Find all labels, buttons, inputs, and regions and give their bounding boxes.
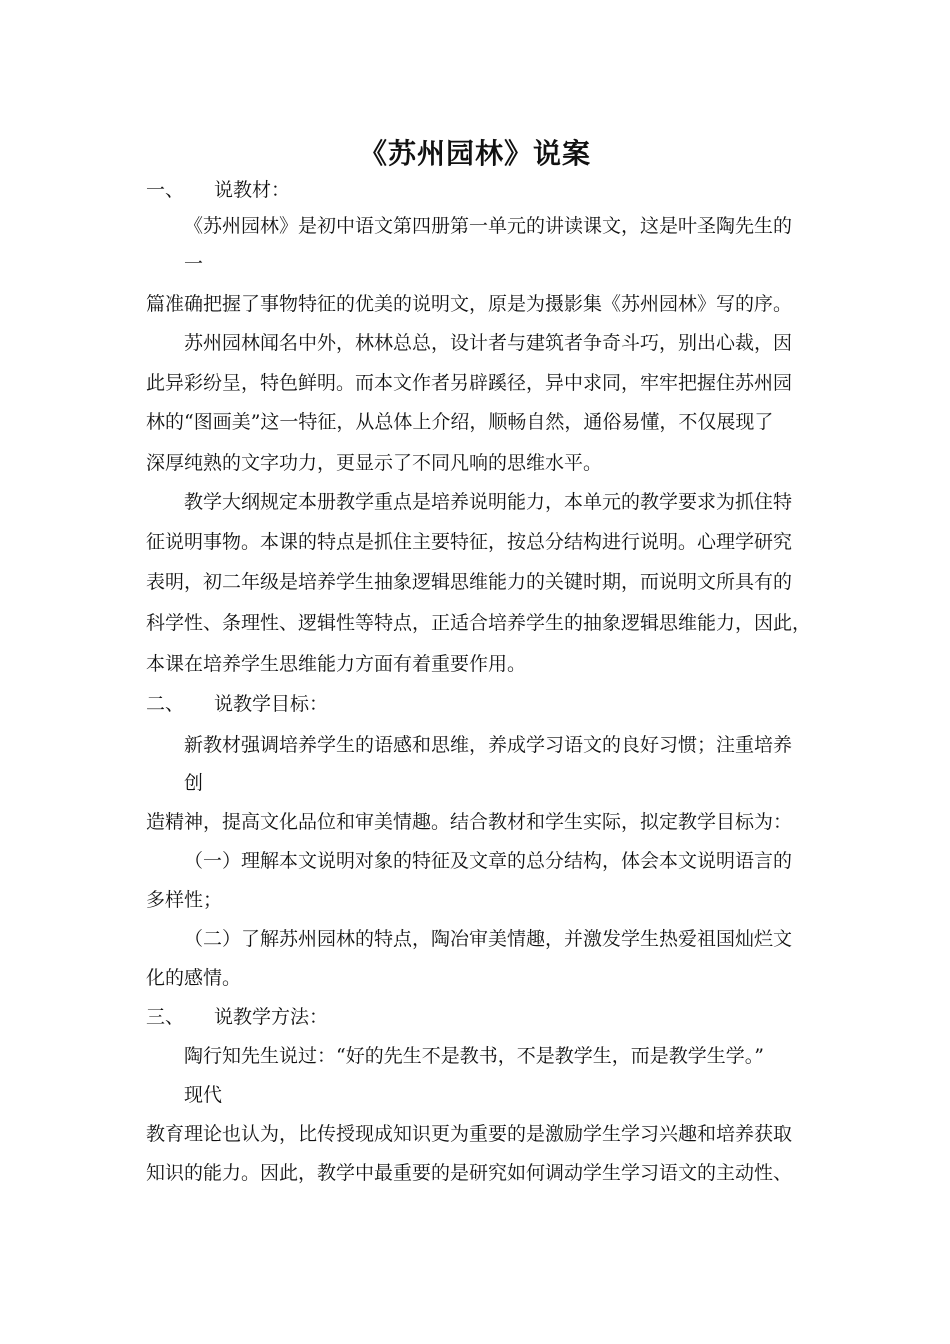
section-number: 三、 [146, 1006, 185, 1028]
paragraph-line: 表明，初二年级是培养学生抽象逻辑思维能力的关键时期，而说明文所具有的 [146, 571, 793, 593]
section-heading-text: 说教学方法： [214, 1006, 329, 1028]
paragraph-line: 苏州园林闻名中外，林林总总，设计者与建筑者争奇斗巧，别出心裁，因 [184, 332, 793, 354]
section-heading-text: 说教学目标： [214, 693, 329, 715]
document-title: 《苏州园林》说案 [358, 137, 591, 170]
paragraph-line: （一）理解本文说明对象的特征及文章的总分结构，体会本文说明语言的 [184, 850, 793, 872]
paragraph-line: 篇准确把握了事物特征的优美的说明文，原是为摄影集《苏州园林》写的序。 [146, 293, 793, 315]
paragraph-line: （二）了解苏州园林的特点，陶冶审美情趣，并激发学生热爱祖国灿烂文 [184, 928, 793, 950]
paragraph-line: 陶行知先生说过：“好的先生不是教书，不是教学生，而是教学生学。” [184, 1045, 764, 1067]
paragraph-line: 一 [184, 253, 204, 275]
paragraph-line: 教学大纲规定本册教学重点是培养说明能力，本单元的教学要求为抓住特 [184, 491, 793, 513]
paragraph-line: 教育理论也认为，比传授现成知识更为重要的是激励学生学习兴趣和培养获取 [146, 1123, 793, 1145]
paragraph-line: 征说明事物。本课的特点是抓住主要特征，按总分结构进行说明。心理学研究 [146, 531, 793, 553]
paragraph-line: 知识的能力。因此，教学中最重要的是研究如何调动学生学习语文的主动性、 [146, 1162, 793, 1184]
section-number: 二、 [146, 693, 185, 715]
paragraph-line: 造精神，提高文化品位和审美情趣。结合教材和学生实际，拟定教学目标为： [146, 811, 793, 833]
section-heading-text: 说教材： [214, 179, 291, 201]
paragraph-line: 林的“图画美”这一特征，从总体上介绍，顺畅自然，通俗易懂，不仅展现了 [146, 411, 774, 433]
paragraph-line: 多样性； [146, 889, 223, 911]
paragraph-line: 创 [184, 772, 204, 794]
section-heading-2 [146, 692, 446, 716]
paragraph-line: 科学性、条理性、逻辑性等特点，正适合培养学生的抽象逻辑思维能力，因此， [146, 612, 812, 634]
paragraph-line: 此异彩纷呈，特色鲜明。而本文作者另辟蹊径，异中求同，牢牢把握住苏州园 [146, 372, 793, 394]
paragraph-line: 化的感情。 [146, 967, 242, 989]
paragraph-line: 深厚纯熟的文字功力，更显示了不同凡响的思维水平。 [146, 452, 603, 474]
section-heading-1 [146, 178, 446, 202]
paragraph-line: 新教材强调培养学生的语感和思维，养成学习语文的良好习惯；注重培养 [184, 734, 793, 756]
section-heading-3 [146, 1005, 446, 1029]
paragraph-line: 现代 [184, 1084, 223, 1106]
paragraph-line: 《苏州园林》是初中语文第四册第一单元的讲读课文，这是叶圣陶先生的 [184, 215, 793, 237]
paragraph-line: 本课在培养学生思维能力方面有着重要作用。 [146, 653, 527, 675]
section-number: 一、 [146, 179, 185, 201]
